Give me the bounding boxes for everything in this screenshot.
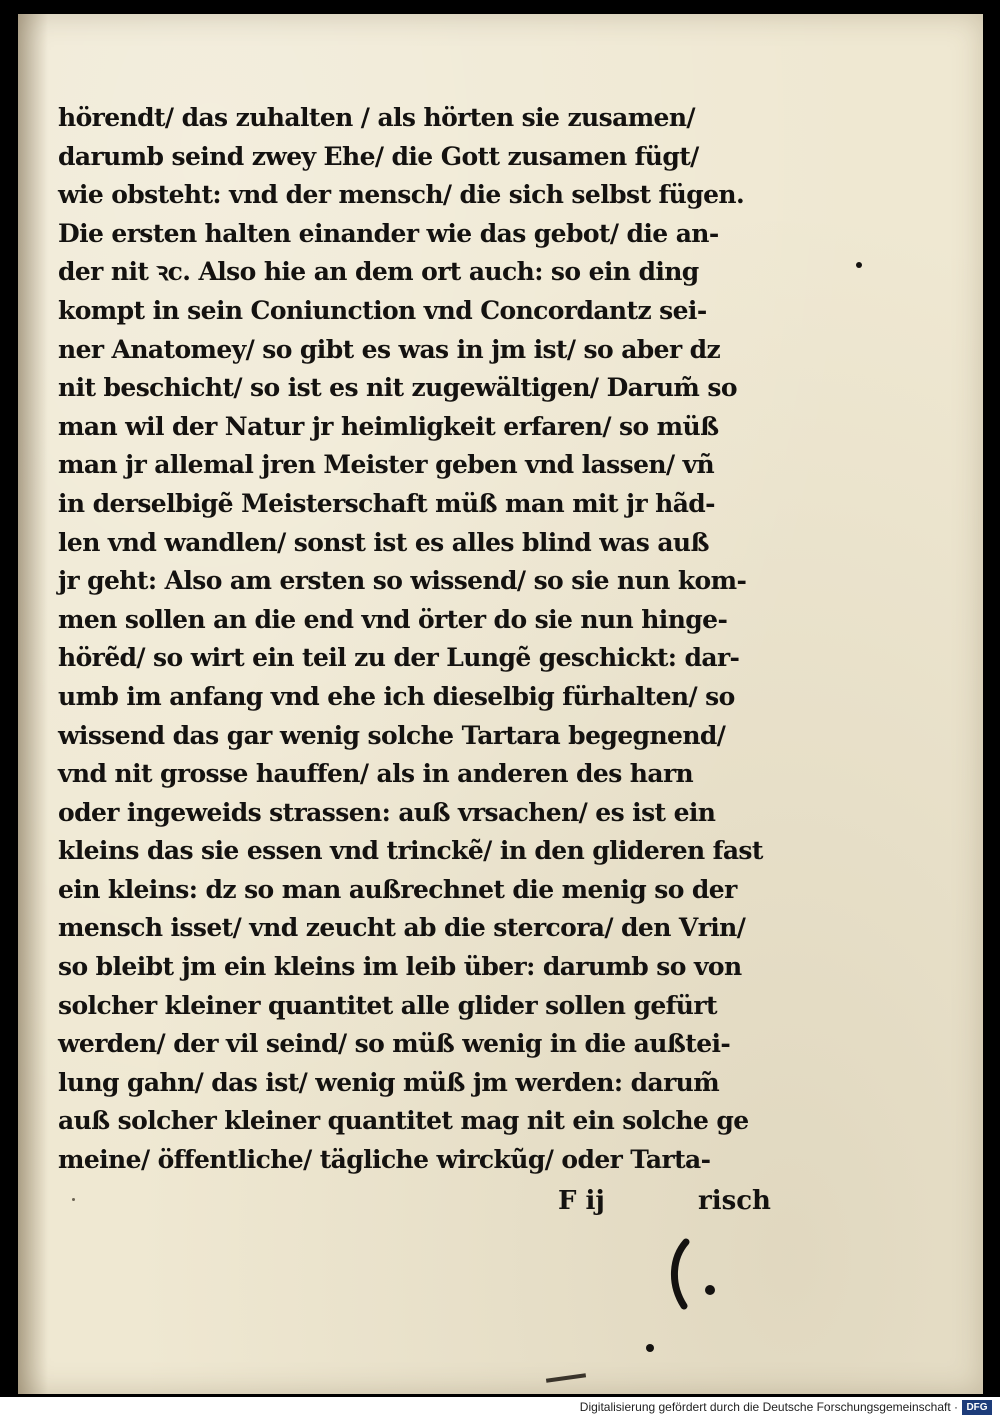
- text-line: hörendt/ das zuhalten / als hörten sie zusamen/: [58, 103, 695, 132]
- text-line: wissend das gar wenig solche Tartara begegnend/: [58, 720, 726, 750]
- text-line: kleins das sie essen vnd trinckẽ/ in den glideren fast: [58, 836, 763, 866]
- text-line: ein kleins: dz so man außrechnet die menig so der: [58, 874, 737, 904]
- footer-credit: Digitalisierung gefördert durch die Deutsche Forschungsgemeinschaft ·: [579, 1400, 958, 1414]
- text-line: nit beschicht/ so ist es nit zugewältigen/ Darum̃ so: [58, 373, 737, 403]
- text-line: darumb seind zwey Ehe/ die Gott zusamen fügt/: [58, 141, 699, 171]
- catchword: risch: [698, 1186, 771, 1216]
- footer-bar: [0, 1397, 1000, 1419]
- text-line: hörẽd/ so wirt ein teil zu der Lungẽ geschickt: dar-: [58, 643, 740, 673]
- text-line: auß solcher kleiner quantitet mag nit ein solche ge: [58, 1106, 749, 1136]
- text-line: kompt in sein Coniunction vnd Concordantz sei-: [58, 295, 707, 325]
- text-line: lung gahn/ das ist/ wenig müß jm werden: darum̃: [58, 1067, 720, 1097]
- signature-line: [558, 1184, 798, 1224]
- ink-dash: [546, 1373, 586, 1383]
- signature-mark: F ij: [558, 1186, 605, 1216]
- text-line: solcher kleiner quantitet alle glider sollen gefürt: [58, 990, 717, 1020]
- text-line: Die ersten halten einander wie das gebot/ die an-: [58, 218, 719, 248]
- text-line: wie obsteht: vnd der mensch/ die sich selbst fügen.: [58, 180, 745, 210]
- page-text-block: [58, 99, 788, 1180]
- text-line: werden/ der vil seind/ so müß wenig in die außtei-: [58, 1029, 731, 1059]
- text-line: mensch isset/ vnd zeucht ab die stercora/ den Vrin/: [58, 913, 746, 943]
- text-line: man jr allemal jren Meister geben vnd lassen/ vñ: [58, 450, 715, 480]
- text-line: vnd nit grosse hauffen/ als in anderen des harn: [58, 759, 694, 789]
- dfg-logo: DFG: [962, 1400, 992, 1415]
- text-line: umb im anfang vnd ehe ich dieselbig fürhalten/ so: [58, 681, 735, 711]
- ink-dot: [856, 262, 862, 268]
- book-page: [18, 14, 983, 1394]
- text-line: so bleibt jm ein kleins im leib über: darumb so von: [58, 952, 742, 982]
- text-line: jr geht: Also am ersten so wissend/ so sie nun kom-: [58, 566, 747, 596]
- text-line: len vnd wandlen/ sonst ist es alles blind was auß: [58, 527, 709, 557]
- text-line: der nit ꝛc. Also hie an dem ort auch: so ein ding: [58, 257, 699, 287]
- ink-dot: [72, 1198, 75, 1201]
- text-line: men sollen an die end vnd örter do sie nun hinge-: [58, 604, 728, 634]
- gutter-shadow: [18, 14, 48, 1394]
- text-line: meine/ öffentliche/ tägliche wirckũg/ oder Tarta-: [58, 1145, 711, 1175]
- text-line: ner Anatomey/ so gibt es was in jm ist/ so aber dz: [58, 334, 721, 364]
- ink-bracket-mark: [658, 1234, 728, 1314]
- ink-dot: [646, 1344, 654, 1352]
- text-line: in derselbigẽ Meisterschaft müß man mit jr hãd-: [58, 488, 715, 518]
- text-line: man wil der Natur jr heimligkeit erfaren/ so müß: [58, 411, 719, 441]
- text-line: oder ingeweids strassen: auß vrsachen/ es ist ein: [58, 797, 716, 827]
